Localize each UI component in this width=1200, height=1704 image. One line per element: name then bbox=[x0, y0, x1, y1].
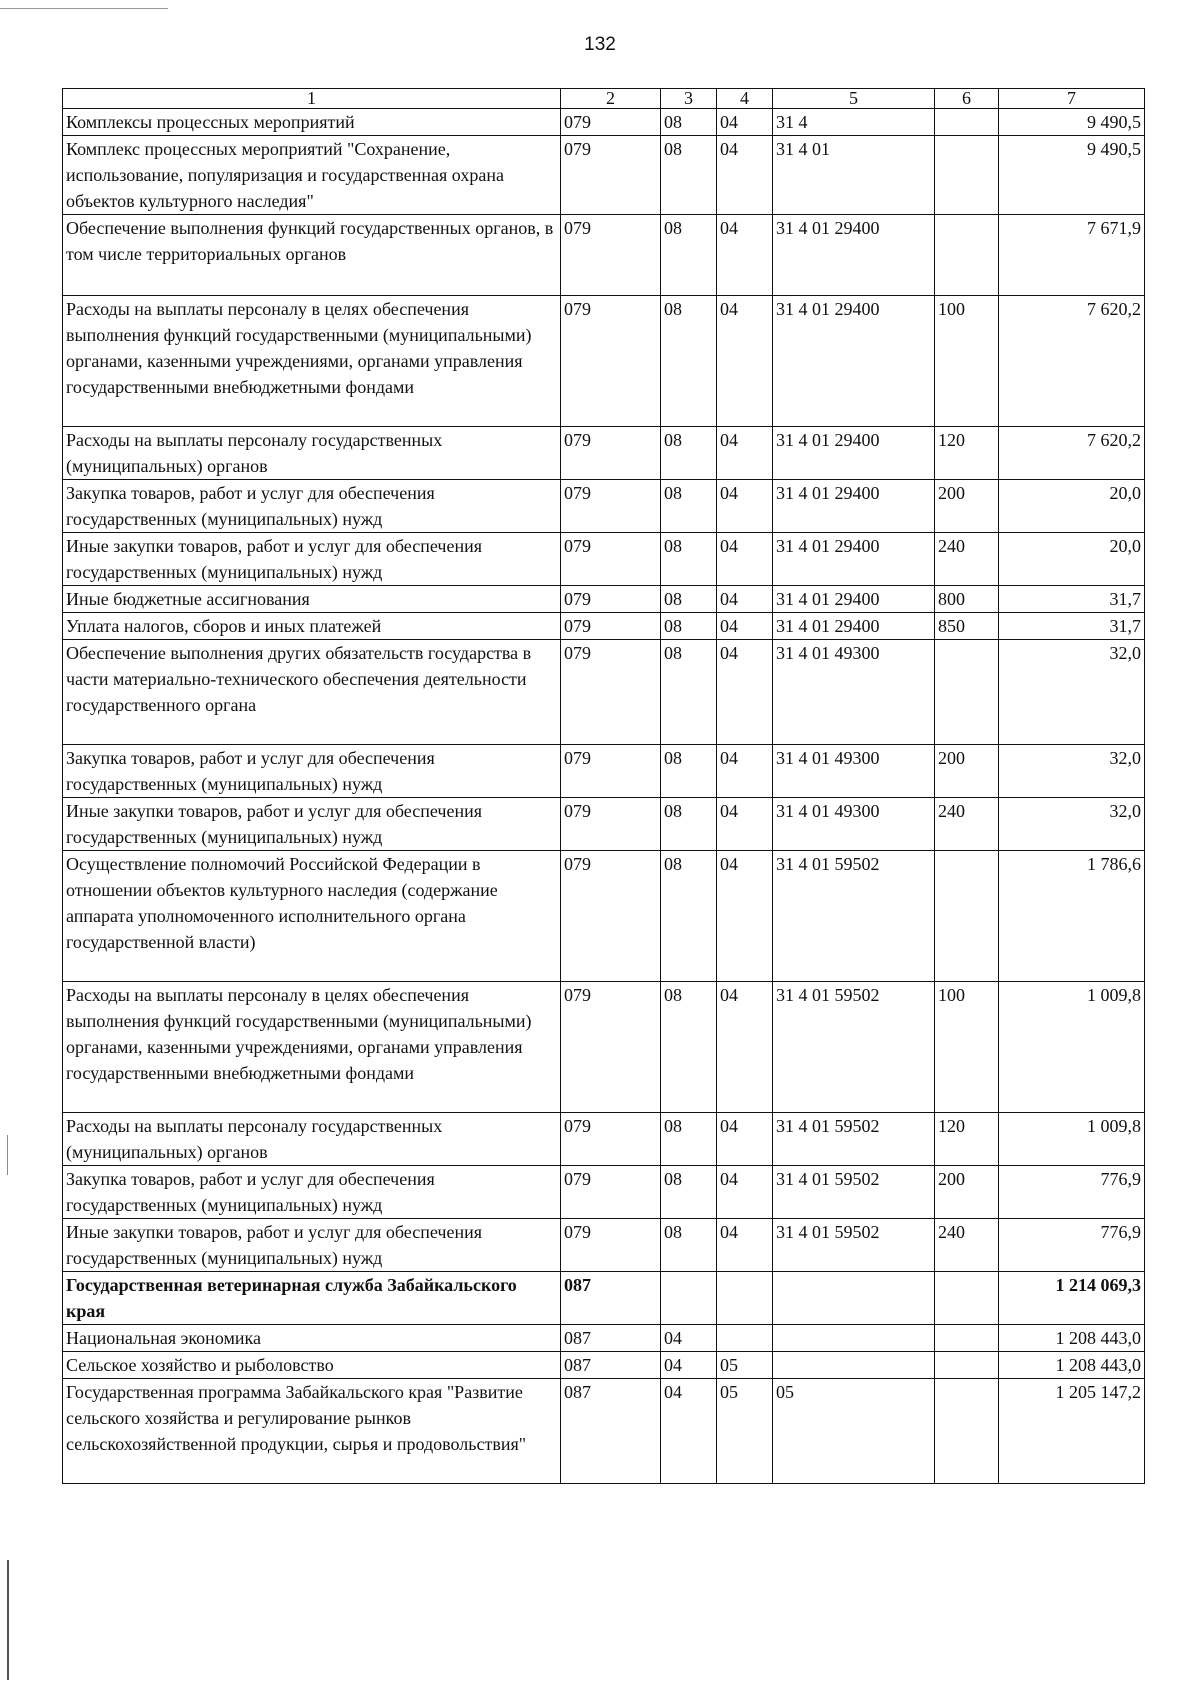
row-expense-type-cell: 120 bbox=[935, 1113, 999, 1166]
row-target-article-cell: 31 4 01 49300 bbox=[773, 640, 935, 745]
row-target-article-cell bbox=[773, 1352, 935, 1379]
row-name-cell: Закупка товаров, работ и услуг для обеспечения государственных (муниципальных) нужд bbox=[63, 480, 561, 533]
row-section-code-cell: 08 bbox=[661, 1113, 717, 1166]
column-header: 7 bbox=[999, 89, 1145, 109]
row-ministry-code-cell: 079 bbox=[561, 1166, 661, 1219]
table-row bbox=[63, 480, 1145, 533]
row-ministry-code-cell: 079 bbox=[561, 1219, 661, 1272]
table-row bbox=[63, 427, 1145, 480]
row-ministry-code-cell: 087 bbox=[561, 1325, 661, 1352]
row-expense-type-cell: 850 bbox=[935, 613, 999, 640]
row-expense-type-cell: 200 bbox=[935, 1166, 999, 1219]
scan-margin-mark bbox=[7, 1560, 9, 1680]
row-amount-cell: 7 620,2 bbox=[999, 296, 1145, 427]
row-expense-type-cell: 120 bbox=[935, 427, 999, 480]
row-amount-cell: 32,0 bbox=[999, 640, 1145, 745]
column-header: 5 bbox=[773, 89, 935, 109]
row-amount-cell: 1 214 069,3 bbox=[999, 1272, 1145, 1325]
row-target-article-cell bbox=[773, 1272, 935, 1325]
row-section-code-cell: 08 bbox=[661, 613, 717, 640]
row-amount-cell: 7 671,9 bbox=[999, 215, 1145, 296]
row-expense-type-cell: 100 bbox=[935, 296, 999, 427]
row-expense-type-cell bbox=[935, 109, 999, 136]
row-subsection-code-cell: 04 bbox=[717, 1166, 773, 1219]
row-ministry-code-cell: 087 bbox=[561, 1272, 661, 1325]
row-ministry-code-cell: 087 bbox=[561, 1352, 661, 1379]
table-row bbox=[63, 1379, 1145, 1484]
row-amount-cell: 1 208 443,0 bbox=[999, 1352, 1145, 1379]
row-amount-cell: 1 009,8 bbox=[999, 1113, 1145, 1166]
row-section-code-cell: 08 bbox=[661, 480, 717, 533]
row-section-code-cell: 08 bbox=[661, 798, 717, 851]
row-subsection-code-cell: 05 bbox=[717, 1352, 773, 1379]
row-subsection-code-cell: 04 bbox=[717, 745, 773, 798]
row-target-article-cell bbox=[773, 1325, 935, 1352]
row-target-article-cell: 31 4 01 29400 bbox=[773, 480, 935, 533]
row-expense-type-cell bbox=[935, 1325, 999, 1352]
row-subsection-code-cell: 04 bbox=[717, 586, 773, 613]
row-section-code-cell: 08 bbox=[661, 745, 717, 798]
row-target-article-cell: 31 4 01 29400 bbox=[773, 586, 935, 613]
row-ministry-code-cell: 079 bbox=[561, 136, 661, 215]
row-expense-type-cell: 200 bbox=[935, 480, 999, 533]
table-row bbox=[63, 1272, 1145, 1325]
row-name-cell: Иные закупки товаров, работ и услуг для обеспечения государственных (муниципальных) нужд bbox=[63, 1219, 561, 1272]
row-amount-cell: 1 009,8 bbox=[999, 982, 1145, 1113]
row-target-article-cell: 31 4 01 49300 bbox=[773, 745, 935, 798]
row-name-cell: Иные закупки товаров, работ и услуг для обеспечения государственных (муниципальных) нужд bbox=[63, 533, 561, 586]
scan-margin-mark bbox=[7, 1135, 8, 1175]
page-number: 132 bbox=[584, 34, 616, 55]
row-amount-cell: 20,0 bbox=[999, 533, 1145, 586]
row-subsection-code-cell: 05 bbox=[717, 1379, 773, 1484]
table-row bbox=[63, 136, 1145, 215]
row-ministry-code-cell: 079 bbox=[561, 296, 661, 427]
row-name-cell: Расходы на выплаты персоналу государственных (муниципальных) органов bbox=[63, 1113, 561, 1166]
row-section-code-cell: 04 bbox=[661, 1379, 717, 1484]
row-target-article-cell: 31 4 01 59502 bbox=[773, 1166, 935, 1219]
row-expense-type-cell bbox=[935, 640, 999, 745]
row-ministry-code-cell: 079 bbox=[561, 1113, 661, 1166]
row-subsection-code-cell: 04 bbox=[717, 215, 773, 296]
table-row bbox=[63, 1352, 1145, 1379]
row-ministry-code-cell: 079 bbox=[561, 533, 661, 586]
column-number-row bbox=[63, 89, 1145, 109]
row-section-code-cell: 08 bbox=[661, 109, 717, 136]
row-name-cell: Обеспечение выполнения других обязательств государства в части материально-технического обеспечения деятельности государственного органа bbox=[63, 640, 561, 745]
row-name-cell: Сельское хозяйство и рыболовство bbox=[63, 1352, 561, 1379]
row-expense-type-cell: 240 bbox=[935, 798, 999, 851]
row-name-cell: Осуществление полномочий Российской Федерации в отношении объектов культурного наследия (содержание аппарата уполномоченного исполнительного органа государственной власти) bbox=[63, 851, 561, 982]
column-header: 6 bbox=[935, 89, 999, 109]
row-amount-cell: 1 208 443,0 bbox=[999, 1325, 1145, 1352]
row-name-cell: Иные бюджетные ассигнования bbox=[63, 586, 561, 613]
row-subsection-code-cell: 04 bbox=[717, 109, 773, 136]
row-subsection-code-cell: 04 bbox=[717, 296, 773, 427]
table-row bbox=[63, 1325, 1145, 1352]
row-name-cell: Расходы на выплаты персоналу в целях обеспечения выполнения функций государственными (муниципальными) органами, казенными учреждениями, органами управления государственными внебюджетными фондами bbox=[63, 982, 561, 1113]
table-row bbox=[63, 296, 1145, 427]
row-amount-cell: 1 786,6 bbox=[999, 851, 1145, 982]
row-amount-cell: 32,0 bbox=[999, 798, 1145, 851]
row-ministry-code-cell: 079 bbox=[561, 613, 661, 640]
row-subsection-code-cell bbox=[717, 1272, 773, 1325]
row-subsection-code-cell: 04 bbox=[717, 982, 773, 1113]
row-amount-cell: 1 205 147,2 bbox=[999, 1379, 1145, 1484]
row-subsection-code-cell: 04 bbox=[717, 427, 773, 480]
row-ministry-code-cell: 079 bbox=[561, 109, 661, 136]
row-target-article-cell: 31 4 01 29400 bbox=[773, 215, 935, 296]
row-name-cell: Государственная ветеринарная служба Забайкальского края bbox=[63, 1272, 561, 1325]
row-name-cell: Комплекс процессных мероприятий "Сохранение, использование, популяризация и государственная охрана объектов культурного наследия" bbox=[63, 136, 561, 215]
column-header: 1 bbox=[63, 89, 561, 109]
column-header: 4 bbox=[717, 89, 773, 109]
row-expense-type-cell: 200 bbox=[935, 745, 999, 798]
row-ministry-code-cell: 079 bbox=[561, 745, 661, 798]
row-expense-type-cell: 800 bbox=[935, 586, 999, 613]
row-target-article-cell: 31 4 01 59502 bbox=[773, 1113, 935, 1166]
row-target-article-cell: 31 4 01 29400 bbox=[773, 296, 935, 427]
row-name-cell: Закупка товаров, работ и услуг для обеспечения государственных (муниципальных) нужд bbox=[63, 1166, 561, 1219]
row-target-article-cell: 31 4 01 49300 bbox=[773, 798, 935, 851]
row-section-code-cell: 08 bbox=[661, 215, 717, 296]
row-target-article-cell: 31 4 bbox=[773, 109, 935, 136]
row-amount-cell: 20,0 bbox=[999, 480, 1145, 533]
row-ministry-code-cell: 087 bbox=[561, 1379, 661, 1484]
row-target-article-cell: 31 4 01 29400 bbox=[773, 613, 935, 640]
row-expense-type-cell: 100 bbox=[935, 982, 999, 1113]
table-row bbox=[63, 533, 1145, 586]
row-subsection-code-cell: 04 bbox=[717, 851, 773, 982]
table-row bbox=[63, 982, 1145, 1113]
table-row bbox=[63, 745, 1145, 798]
row-name-cell: Уплата налогов, сборов и иных платежей bbox=[63, 613, 561, 640]
table-row bbox=[63, 586, 1145, 613]
row-target-article-cell: 31 4 01 59502 bbox=[773, 851, 935, 982]
row-subsection-code-cell bbox=[717, 1325, 773, 1352]
row-ministry-code-cell: 079 bbox=[561, 427, 661, 480]
table-row bbox=[63, 109, 1145, 136]
row-section-code-cell: 08 bbox=[661, 1166, 717, 1219]
row-section-code-cell: 08 bbox=[661, 640, 717, 745]
table-row bbox=[63, 215, 1145, 296]
table-row bbox=[63, 1113, 1145, 1166]
row-ministry-code-cell: 079 bbox=[561, 640, 661, 745]
scan-edge-line bbox=[0, 8, 168, 9]
row-name-cell: Расходы на выплаты персоналу в целях обеспечения выполнения функций государственными (муниципальными) органами, казенными учреждениями, органами управления государственными внебюджетными фондами bbox=[63, 296, 561, 427]
row-section-code-cell: 08 bbox=[661, 296, 717, 427]
row-subsection-code-cell: 04 bbox=[717, 798, 773, 851]
row-target-article-cell: 05 bbox=[773, 1379, 935, 1484]
table-row bbox=[63, 1166, 1145, 1219]
row-subsection-code-cell: 04 bbox=[717, 480, 773, 533]
row-section-code-cell bbox=[661, 1272, 717, 1325]
row-name-cell: Комплексы процессных мероприятий bbox=[63, 109, 561, 136]
table-row bbox=[63, 640, 1145, 745]
row-amount-cell: 7 620,2 bbox=[999, 427, 1145, 480]
row-target-article-cell: 31 4 01 bbox=[773, 136, 935, 215]
row-amount-cell: 776,9 bbox=[999, 1166, 1145, 1219]
row-target-article-cell: 31 4 01 59502 bbox=[773, 1219, 935, 1272]
row-expense-type-cell bbox=[935, 215, 999, 296]
row-name-cell: Обеспечение выполнения функций государственных органов, в том числе территориальных органов bbox=[63, 215, 561, 296]
table-row bbox=[63, 1219, 1145, 1272]
row-ministry-code-cell: 079 bbox=[561, 215, 661, 296]
row-subsection-code-cell: 04 bbox=[717, 1219, 773, 1272]
row-section-code-cell: 08 bbox=[661, 586, 717, 613]
row-ministry-code-cell: 079 bbox=[561, 982, 661, 1113]
row-ministry-code-cell: 079 bbox=[561, 586, 661, 613]
row-section-code-cell: 04 bbox=[661, 1325, 717, 1352]
column-header: 3 bbox=[661, 89, 717, 109]
table-row bbox=[63, 798, 1145, 851]
row-amount-cell: 32,0 bbox=[999, 745, 1145, 798]
row-expense-type-cell bbox=[935, 1352, 999, 1379]
table-row bbox=[63, 851, 1145, 982]
row-name-cell: Государственная программа Забайкальского края "Развитие сельского хозяйства и регулирование рынков сельскохозяйственной продукции, сырья и продовольствия" bbox=[63, 1379, 561, 1484]
row-subsection-code-cell: 04 bbox=[717, 1113, 773, 1166]
row-expense-type-cell bbox=[935, 1379, 999, 1484]
budget-table bbox=[62, 88, 1145, 1484]
row-expense-type-cell bbox=[935, 136, 999, 215]
row-name-cell: Иные закупки товаров, работ и услуг для обеспечения государственных (муниципальных) нужд bbox=[63, 798, 561, 851]
table-row bbox=[63, 613, 1145, 640]
row-section-code-cell: 08 bbox=[661, 427, 717, 480]
row-expense-type-cell bbox=[935, 1272, 999, 1325]
row-name-cell: Закупка товаров, работ и услуг для обеспечения государственных (муниципальных) нужд bbox=[63, 745, 561, 798]
row-expense-type-cell: 240 bbox=[935, 1219, 999, 1272]
row-section-code-cell: 08 bbox=[661, 1219, 717, 1272]
row-subsection-code-cell: 04 bbox=[717, 136, 773, 215]
row-amount-cell: 31,7 bbox=[999, 613, 1145, 640]
row-amount-cell: 9 490,5 bbox=[999, 136, 1145, 215]
row-name-cell: Расходы на выплаты персоналу государственных (муниципальных) органов bbox=[63, 427, 561, 480]
row-amount-cell: 31,7 bbox=[999, 586, 1145, 613]
row-amount-cell: 9 490,5 bbox=[999, 109, 1145, 136]
row-subsection-code-cell: 04 bbox=[717, 640, 773, 745]
row-section-code-cell: 08 bbox=[661, 136, 717, 215]
row-target-article-cell: 31 4 01 29400 bbox=[773, 427, 935, 480]
row-section-code-cell: 08 bbox=[661, 982, 717, 1113]
row-amount-cell: 776,9 bbox=[999, 1219, 1145, 1272]
row-section-code-cell: 08 bbox=[661, 533, 717, 586]
row-ministry-code-cell: 079 bbox=[561, 851, 661, 982]
row-section-code-cell: 08 bbox=[661, 851, 717, 982]
row-ministry-code-cell: 079 bbox=[561, 480, 661, 533]
row-subsection-code-cell: 04 bbox=[717, 533, 773, 586]
row-expense-type-cell bbox=[935, 851, 999, 982]
column-header: 2 bbox=[561, 89, 661, 109]
row-section-code-cell: 04 bbox=[661, 1352, 717, 1379]
row-expense-type-cell: 240 bbox=[935, 533, 999, 586]
row-target-article-cell: 31 4 01 59502 bbox=[773, 982, 935, 1113]
row-target-article-cell: 31 4 01 29400 bbox=[773, 533, 935, 586]
row-ministry-code-cell: 079 bbox=[561, 798, 661, 851]
row-subsection-code-cell: 04 bbox=[717, 613, 773, 640]
row-name-cell: Национальная экономика bbox=[63, 1325, 561, 1352]
